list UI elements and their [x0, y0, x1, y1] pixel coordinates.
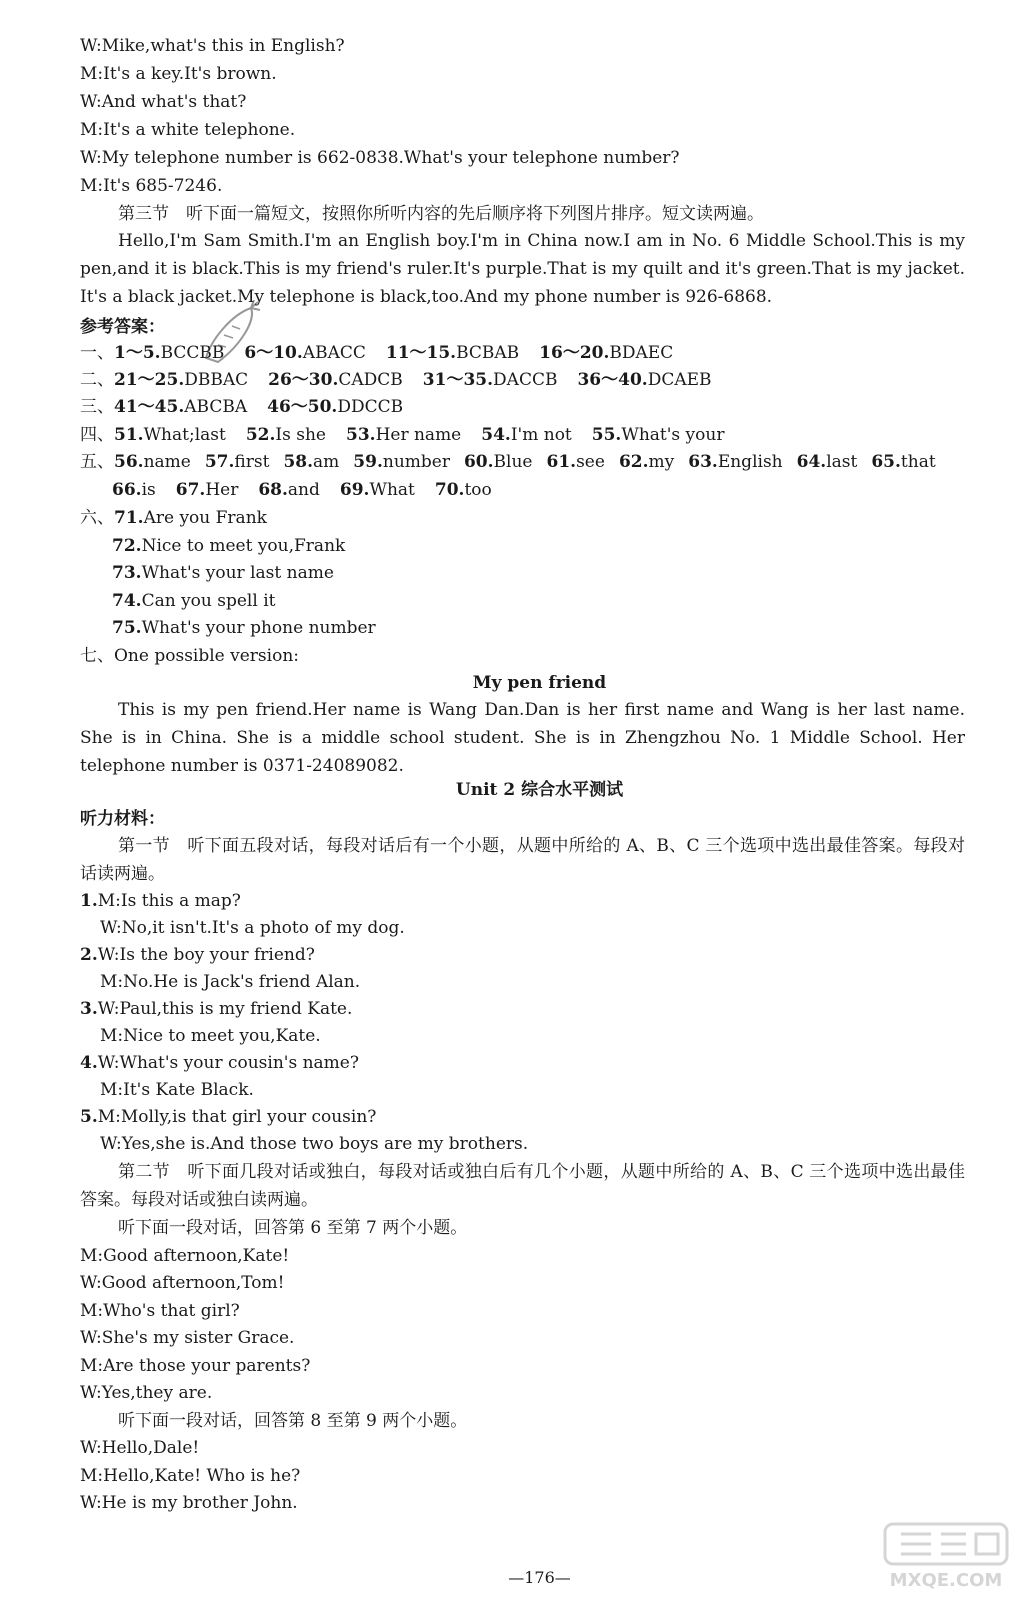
answer-num: 52. — [245, 425, 276, 445]
answer-value: that — [900, 452, 936, 472]
answer-num: 74. — [112, 591, 142, 611]
dialog-line: W:No,it isn't.It's a photo of my dog. — [100, 918, 405, 938]
dialog-line: W:Yes,she is.And those two boys are my brothers. — [100, 1134, 529, 1154]
answer-num: 62. — [618, 452, 649, 472]
answer-num: 68. — [258, 480, 288, 500]
answer-range: 41～45. — [114, 397, 185, 417]
answer-prefix: 二、 — [80, 370, 114, 390]
answer-num: 57. — [204, 452, 235, 472]
essay-text: This is my pen friend.Her name is Wang Dan.Dan is her first name and Wang is her last name. She is in China. She is a middle school student. She is in Zhengzhou No. 1 Middle School. Her telephone number is 0371-24089082. — [80, 700, 965, 776]
answer-value: my — [648, 452, 675, 472]
dialog-line: M:It's a key.It's brown. — [80, 64, 277, 84]
dialog-line: W:What's your cousin's name? — [97, 1053, 359, 1073]
answer-prefix: 六、 — [80, 508, 114, 528]
dialog-line: W:And what's that? — [80, 92, 247, 112]
answer-value: ABCBA — [184, 397, 248, 417]
answer-num: 70. — [434, 480, 465, 500]
answers-label: 参考答案： — [80, 317, 165, 337]
answer-num: 53. — [345, 425, 376, 445]
answer-row-2 — [80, 369, 732, 391]
answer-range: 26～30. — [268, 370, 339, 390]
answer-value: Nice to meet you,Frank — [141, 536, 346, 556]
answer-value: Is she — [275, 425, 326, 445]
answer-num: 64. — [796, 452, 827, 472]
answer-row-6 — [80, 507, 267, 529]
answer-row-5b — [112, 479, 512, 501]
dialog-line: M:It's Kate Black. — [100, 1080, 254, 1100]
answer-value: DACCB — [493, 370, 558, 390]
answer-num: 56. — [114, 452, 144, 472]
answer-row-6 — [112, 617, 376, 639]
dialog-line: M:Nice to meet you,Kate. — [100, 1026, 321, 1046]
dialog-line: M:Good afternoon,Kate! — [80, 1246, 290, 1266]
question-intro: 听下面一段对话，回答第 8 至第 9 两个小题。 — [118, 1411, 468, 1431]
dialog-line: M:Are those your parents? — [80, 1356, 311, 1376]
answer-row-7: 七、One possible version: — [80, 646, 299, 666]
answer-prefix: 三、 — [80, 397, 114, 417]
answer-value: Her — [205, 480, 239, 500]
answer-row-6 — [112, 562, 334, 584]
page-number: —176— — [508, 1568, 571, 1587]
dialog-item — [80, 998, 352, 1020]
answer-num: 58. — [283, 452, 314, 472]
answer-range: 21～25. — [114, 370, 185, 390]
answer-prefix: 一、 — [80, 343, 114, 363]
answer-num: 59. — [353, 452, 383, 472]
answer-row-5a — [80, 451, 936, 473]
dialog-line: W:My telephone number is 662-0838.What's your telephone number? — [80, 148, 680, 168]
answer-range: 6～10. — [244, 343, 303, 363]
answer-num: 66. — [112, 480, 142, 500]
dialog-line: W:Paul,this is my friend Kate. — [97, 999, 353, 1019]
answer-value: What's your phone number — [141, 618, 376, 638]
answer-range: 11～15. — [385, 343, 457, 363]
dialog-line: M:Is this a map? — [97, 891, 241, 911]
answer-num: 69. — [339, 480, 370, 500]
dialog-number: 5. — [80, 1107, 98, 1127]
dialog-line: M:It's a white telephone. — [80, 120, 296, 140]
answer-value: last — [826, 452, 858, 472]
dialog-item — [80, 1052, 359, 1074]
answer-value: DDCCB — [337, 397, 404, 417]
dialog-item — [80, 890, 241, 912]
answer-range: 16～20. — [539, 343, 610, 363]
dialog-line: W:Good afternoon,Tom! — [80, 1273, 285, 1293]
essay-title: My pen friend — [472, 673, 607, 693]
answer-value: DCAEB — [647, 370, 712, 390]
answer-value: Are you Frank — [143, 508, 267, 528]
answer-num: 51. — [114, 425, 144, 445]
answer-value: name — [143, 452, 191, 472]
answer-num: 63. — [688, 452, 718, 472]
answer-row-6 — [112, 535, 345, 557]
unit-title: Unit 2 综合水平测试 — [455, 780, 624, 800]
answer-value: DBBAC — [184, 370, 249, 390]
dialog-number: 3. — [80, 999, 98, 1019]
part1-instructions — [80, 832, 965, 888]
answer-value: CADCB — [338, 370, 403, 390]
answer-num: 71. — [114, 508, 144, 528]
answer-value: What's your last name — [141, 563, 334, 583]
answer-row-1 — [80, 342, 693, 364]
dialog-line: W:Is the boy your friend? — [97, 945, 315, 965]
carrot-stamp-icon — [196, 300, 266, 380]
answer-num: 65. — [871, 452, 901, 472]
answer-range: 46～50. — [267, 397, 338, 417]
dialog-line: W:She's my sister Grace. — [80, 1328, 295, 1348]
answer-value: Her name — [375, 425, 462, 445]
answer-value: BCBAB — [456, 343, 520, 363]
answer-value: What's your — [621, 425, 725, 445]
part2-title: 第二节 听下面几段对话或独白，每段对话或独白后有几个小题，从题中所给的 A、B、C 三个选项中选出最佳答案。每段对话或独白读两遍。 — [80, 1162, 965, 1210]
answer-value: English — [717, 452, 783, 472]
answer-num: 73. — [112, 563, 142, 583]
answer-num: 75. — [112, 618, 142, 638]
passage-text: Hello,I'm Sam Smith.I'm an English boy.I'm in China now.I am in No. 6 Middle School.This is my pen,and it is black.This is my friend's ruler.It's purple.That is my quilt and it's green.That is my jacket. It's a black jacket.My telephone is black,too.And my phone number is 926-6868. — [80, 231, 965, 307]
answer-num: 54. — [481, 425, 511, 445]
answer-value: BCCBB — [160, 343, 225, 363]
dialog-line: W:Mike,what's this in English? — [80, 36, 345, 56]
dialog-line: W:Hello,Dale! — [80, 1438, 200, 1458]
answer-value: am — [313, 452, 340, 472]
listening-label: 听力材料： — [80, 809, 165, 829]
answer-value: too — [464, 480, 492, 500]
part1-title: 第一节 听下面五段对话，每段对话后有一个小题，从题中所给的 A、B、C 三个选项中选出最佳答案。每段对话读两遍。 — [80, 836, 965, 884]
answer-row-4 — [80, 424, 744, 446]
dialog-line: W:Yes,they are. — [80, 1383, 213, 1403]
dialog-line: M:Molly,is that girl your cousin? — [97, 1107, 377, 1127]
answer-num: 60. — [463, 452, 494, 472]
essay — [80, 696, 965, 780]
answer-num: 61. — [546, 452, 577, 472]
question-intro: 听下面一段对话，回答第 6 至第 7 两个小题。 — [118, 1218, 468, 1238]
answer-value: first — [234, 452, 270, 472]
dialog-number: 4. — [80, 1053, 98, 1073]
answer-prefix: 四、 — [80, 425, 114, 445]
answer-value: is — [141, 480, 156, 500]
answer-value: number — [382, 452, 450, 472]
answer-range: 31～35. — [422, 370, 494, 390]
answer-value: What;last — [143, 425, 226, 445]
answer-value: and — [287, 480, 320, 500]
answer-range: 36～40. — [577, 370, 648, 390]
answer-value: Can you spell it — [141, 591, 276, 611]
dialog-item — [80, 944, 315, 966]
dialog-line: W:He is my brother John. — [80, 1493, 298, 1513]
dialog-line: M:No.He is Jack's friend Alan. — [100, 972, 361, 992]
passage — [80, 227, 965, 311]
watermark-logo-icon — [881, 1520, 1011, 1592]
dialog-number: 2. — [80, 945, 98, 965]
answer-num: 72. — [112, 536, 142, 556]
dialog-line: M:It's 685-7246. — [80, 176, 223, 196]
answer-prefix: 五、 — [80, 452, 114, 472]
answer-range: 1～5. — [114, 343, 161, 363]
answer-num: 55. — [591, 425, 622, 445]
part2-instructions — [80, 1158, 965, 1214]
dialog-number: 1. — [80, 891, 98, 911]
answer-num: 67. — [175, 480, 206, 500]
answer-value: I'm not — [510, 425, 572, 445]
answer-value: BDAEC — [609, 343, 674, 363]
answer-value: Blue — [493, 452, 533, 472]
answer-value: ABACC — [302, 343, 366, 363]
answer-row-3 — [80, 396, 423, 418]
section-title: 第三节 听下面一篇短文，按照你所听内容的先后顺序将下列图片排序。短文读两遍。 — [118, 204, 764, 224]
answer-row-6 — [112, 590, 275, 612]
dialog-line: M:Who's that girl? — [80, 1301, 240, 1321]
dialog-item — [80, 1106, 376, 1128]
dialog-line: M:Hello,Kate! Who is he? — [80, 1466, 301, 1486]
watermark-text: MXQE.COM — [889, 1570, 1003, 1591]
answer-value: see — [576, 452, 605, 472]
answer-value: What — [369, 480, 415, 500]
